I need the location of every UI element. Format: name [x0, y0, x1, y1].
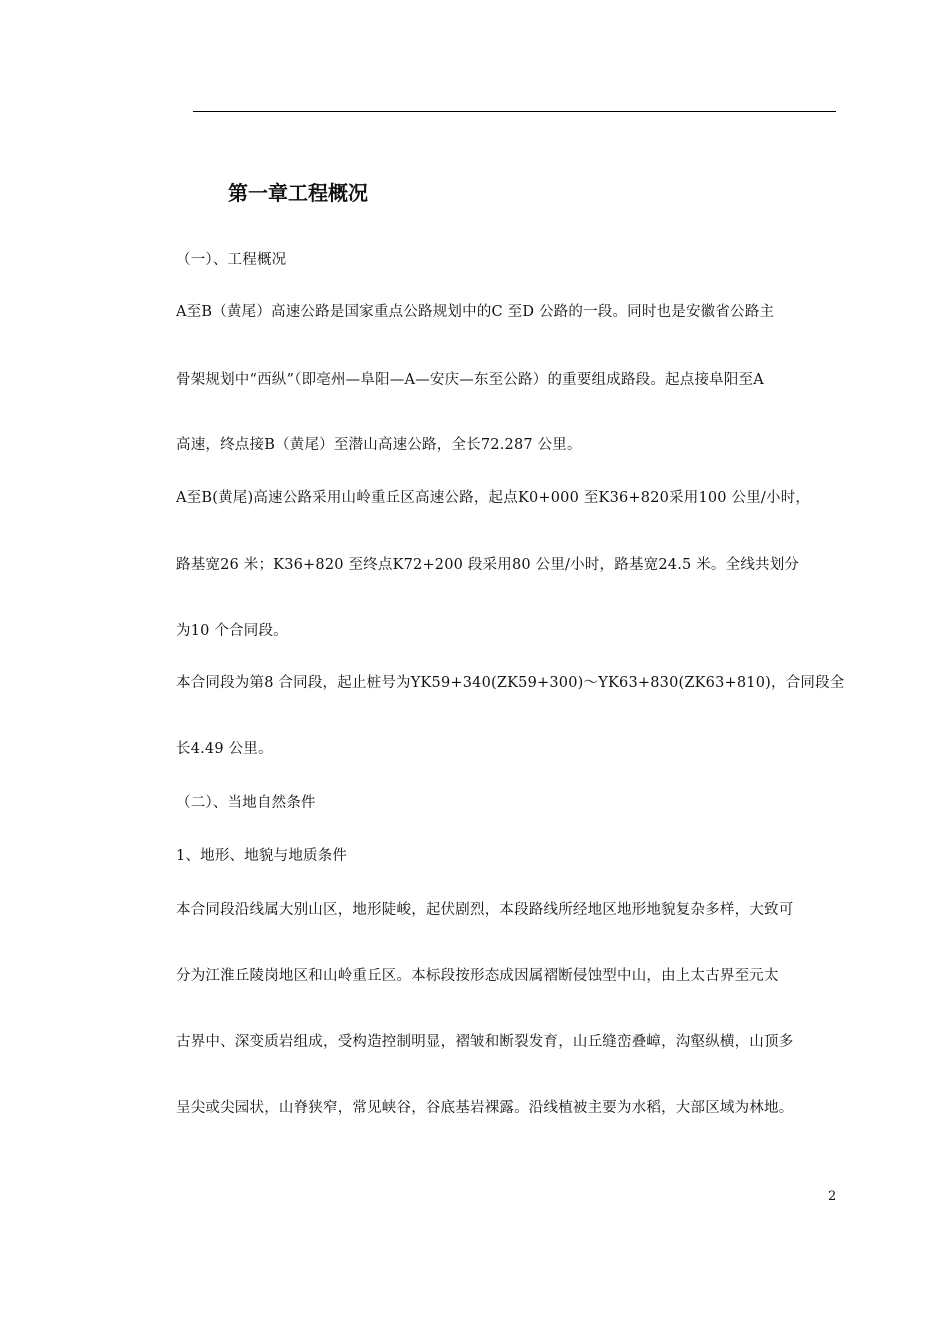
paragraph-line: 高速，终点接B（黄尾）至潜山高速公路，全长72.287 公里。 [176, 437, 582, 453]
paragraph-line: 呈尖或尖园状，山脊狭窄，常见峡谷，谷底基岩裸露。沿线植被主要为水稻，大部区域为林地。 [176, 1100, 794, 1116]
chapter-title: 第一章工程概况 [228, 181, 368, 205]
paragraph-line: 本合同段沿线属大别山区，地形陡峻，起伏剧烈，本段路线所经地区地形地貌复杂多样，大致可 [176, 902, 794, 918]
paragraph-line: 长4.49 公里。 [176, 741, 273, 757]
paragraph-line: 路基宽26 米；K36+820 至终点K72+200 段采用80 公里/小时，路基宽24.5 米。全线共划分 [176, 557, 800, 573]
header-rule [193, 111, 836, 112]
paragraph-line: A至B(黄尾)高速公路采用山岭重丘区高速公路，起点K0+000 至K36+820采用100 公里/小时， [176, 490, 811, 506]
paragraph-line: 古界中、深变质岩组成，受构造控制明显，褶皱和断裂发育，山丘缝峦叠嶂，沟壑纵横，山顶多 [176, 1034, 794, 1050]
paragraph-line: 为10 个合同段。 [176, 623, 288, 639]
paragraph-line: A至B（黄尾）高速公路是国家重点公路规划中的C 至D 公路的一段。同时也是安徽省公路主 [176, 304, 775, 320]
paragraph-line: 骨架规划中“西纵”（即亳州—阜阳—A—安庆—东至公路）的重要组成路段。起点接阜阳至A [176, 372, 764, 388]
page-number: 2 [828, 1189, 837, 1204]
section-heading: （二）、当地自然条件 [176, 795, 316, 811]
subsection-heading: 1、地形、地貌与地质条件 [176, 848, 348, 864]
paragraph-line: 本合同段为第8 合同段，起止桩号为YK59+340(ZK59+300)～YK63+830(ZK63+810)，合同段全 [176, 675, 845, 691]
section-heading: （一）、工程概况 [176, 252, 287, 268]
paragraph-line: 分为江淮丘陵岗地区和山岭重丘区。本标段按形态成因属褶断侵蚀型中山，由上太古界至元太 [176, 968, 779, 984]
